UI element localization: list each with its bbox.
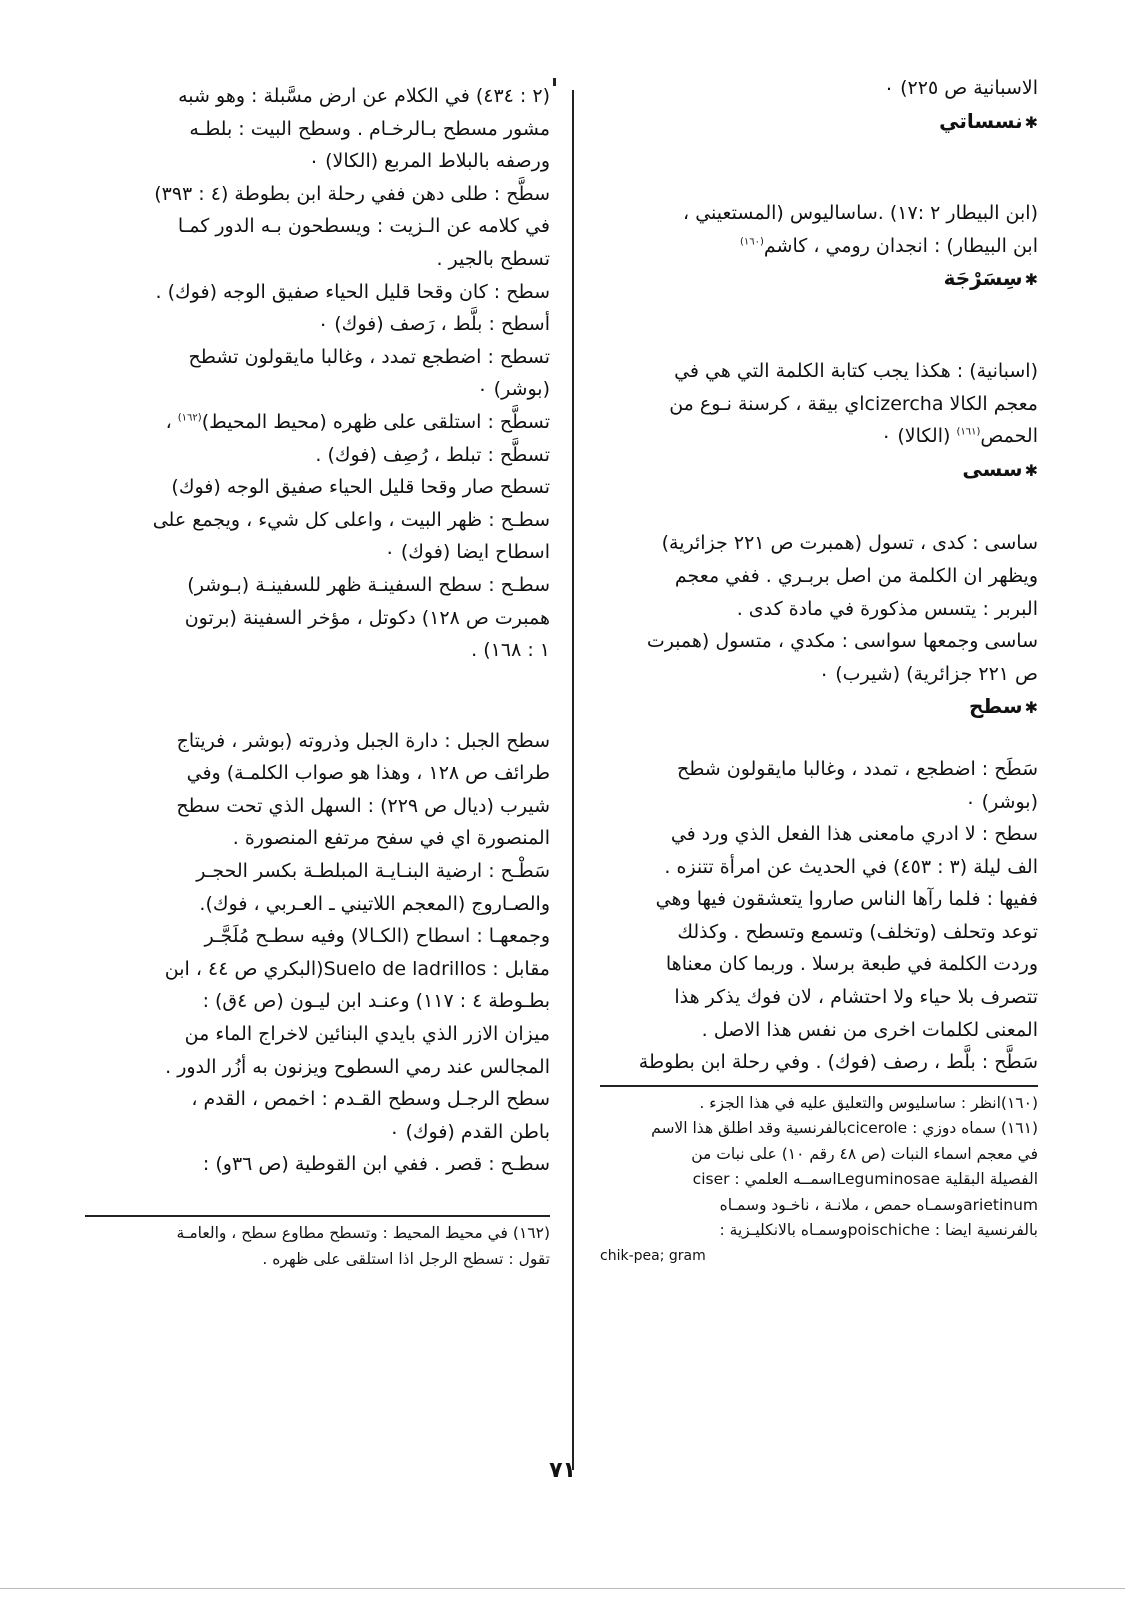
entry-line: تسطَّح : استلقى على ظهره (محيط المحيط)$^{(١٦٢)}$ ، [165,410,550,433]
entry-line: تتصرف بلا حياء ولا احتشام ، لان فوك يذكر هذا [674,986,1038,1009]
continued-line: الاسبانية ص ٢٢٥) ٠ [883,77,1038,99]
entry-line: سطح الرجـل وسطح القـدم : اخمص ، القدم ، [191,1088,550,1111]
entry-line: الحمص$^{(١٦١)}$ (الكالا) ٠ [881,425,1038,448]
left-column [85,80,550,1272]
asterisk-icon: ✱ [1024,270,1038,290]
entry-line: تسطَّح : تبلط ، رُصِف (فوك) . [315,443,550,466]
entry-line: المنصورة اي في سفح مرتفع المنصورة . [232,827,550,850]
footnote-ref: (١٦١) [956,426,981,438]
entry-line: سَطَّح : بلَّط ، رصف (فوك) . وفي رحلة ابن بطوطة [638,1051,1038,1074]
entry-line: ميزان الازر الذي بايدي البنائين لاخراج الماء من [184,1023,550,1046]
entry-line: (بوشر) ٠ [965,790,1038,813]
headword-sasa: ✱سسى [962,456,1038,481]
entry-line: مقابل : Suelo de ladrillos(البكري ص ٤٤ ، ابن [164,957,550,980]
entry-line: سطح : كان وقحا قليل الحياء صفيق الوجه (فوك) . [155,280,550,303]
entry-line: ويظهر ان الكلمة من اصل بربـري . ففي معجم [674,564,1038,587]
entry-line: ص ٢٢١ جزائرية) (شيرب) ٠ [819,662,1038,685]
entry-line: (بوشر) ٠ [477,378,550,401]
column-divider [572,90,574,1470]
entry-line: أسطح : بلَّط ، رَصف (فوك) ٠ [317,313,550,336]
footnote-line: تقول : تسطح الرجل اذا استلقى على ظهره . [262,1249,550,1268]
entry-line: في كلامه عن الـزيت : ويسطحون بـه الدور كمـا [177,215,550,238]
entry-line: ساسى وجمعها سواسى : مكدي ، متسول (همبرت [646,630,1038,653]
footnote-line: arietinumوسمـاه حمص ، ملانـة ، ناخـود وسمـاه [719,1195,1038,1214]
entry-line: سَطْـح : ارضية البنـايـة المبلطـة بكسر الحجـر [196,860,550,883]
entry-line: توعد وتحلف (وتخلف) وتسمع وتسطح . وكذلك [677,920,1038,943]
entry-line: سطَّح : طلى دهن ففي رحلة ابن بطوطة (٤ : ٣٩٣) [154,182,550,205]
entry-line: معجم الكالا cizerchaاي بيقة ، كرسنة نـوع من [669,392,1038,415]
entry-line: (اسبانية) : هكذا يجب كتابة الكلمة التي هي في [674,359,1038,382]
headword-sataha: ✱سطح [969,694,1038,719]
footnote-line: (١٦١) سماه دوزي : ciceroleبالفرنسية وقد اطلق هذا الاسم [651,1119,1038,1138]
footnote-line: في معجم اسماء النبات (ص ٤٨ رقم ١٠) على نبات من [691,1144,1038,1163]
entry-line: البربر : يتسس مذكورة في مادة كدى . [736,597,1038,620]
footnote-rule [600,1085,1038,1087]
headword-sisarja: ✱سِسَرْجَة [943,266,1038,291]
entry-line: سطـح : ظهر البيت ، واعلى كل شيء ، ويجمع على [152,508,550,531]
entry-line: تسطح بالجير . [436,247,550,270]
entry-line: سطح : لا ادري مامعنى هذا الفعل الذي ورد في [670,823,1038,846]
entry-line: ابن البيطار) : انجدان رومي ، كاشم$^{(١٦٠)}$ [739,234,1038,257]
entry-line: وجمعهـا : اسطاح (الكـالا) وفيه سطـح مُلَجَّـر [204,925,550,948]
entry-line: سطـح : سطح السفينـة ظهر للسفينـة (بـوشر) [187,573,550,596]
entry-line: ورصفه بالبلاط المربع (الكالا) ٠ [308,150,550,173]
asterisk-icon: ✱ [1024,460,1038,480]
entry-line: الف ليلة (٣ : ٤٥٣) في الحديث عن امرأة تتنزه . [664,855,1038,878]
entry-line: سَطَح : اضطجع ، تمدد ، وغالبا مايقولون شطح [676,757,1038,780]
footnote-ref: (١٦٠) [739,236,764,248]
entry-line: اسطاح ايضا (فوك) ٠ [384,541,550,564]
entry-line: ١ : ١٦٨) . [471,639,550,662]
entry-line: والصـاروج (المعجم اللاتيني ـ العـربي ، فوك). [199,892,550,915]
footnote-latin-line: chik-pea; gram [600,1247,706,1264]
entry-line: طرائف ص ١٢٨ ، وهذا هو صواب الكلمـة) وفي [186,762,550,785]
entry-line: باطن القدم (فوك) ٠ [389,1120,550,1143]
footnote-line: الفصيلة البقلية Leguminosaeاسمــه العلمي : ciser [692,1170,1038,1189]
entry-line: همبرت ص ١٢٨) دكوتل ، مؤخر السفينة (برتون [184,606,550,629]
scan-edge-line [0,1588,1125,1589]
entry-line: ساسى : كدى ، تسول (همبرت ص ٢٢١ جزائرية) [661,532,1038,555]
entry-line: (ابن البيطار ٢ :١٧) .ساساليوس (المستعيني ، [683,202,1038,225]
entry-line: بطـوطة ٤ : ١١٧) وعنـد ابن ليـون (ص ٤ق) : [202,990,550,1013]
entry-line: المعنى لكلمات اخرى من نفس هذا الاصل . [701,1018,1038,1041]
entry-line: (٢ : ٤٣٤) في الكلام عن ارض مسَّبلة : وهو شبه [178,85,550,107]
entry-line: مشور مسطح بـالرخـام . وسطح البيت : بلطـه [189,117,550,140]
entry-line: سطـح : قصر . ففي ابن القوطية (ص ٣٦و) : [202,1153,550,1176]
page-number: ٧١ [549,1458,576,1483]
entry-line: تسطح صار وقحا قليل الحياء صفيق الوجه (فوك) [171,476,550,499]
headword-nssati: ✱نسساتي [939,108,1038,133]
entry-line: تسطح : اضطجع تمدد ، وغالبا مايقولون تشطح [188,345,550,368]
entry-line: ففيها : فلما رآها الناس صاروا يتعشقون فيها وهي [655,888,1038,911]
footnote-rule [85,1215,550,1217]
entry-line: سطح الجبل : دارة الجبل وذروته (بوشر ، فريتاج [176,729,550,752]
entry-line: شيرب (ديال ص ٢٢٩) : السهل الذي تحت سطح [176,794,550,817]
asterisk-icon: ✱ [1024,112,1038,132]
asterisk-icon: ✱ [1024,698,1038,718]
column-tick-mark [553,78,556,86]
footnote-line: (١٦٠)انظر : ساسليوس والتعليق عليه في هذا الجزء . [699,1093,1038,1112]
footnote-line: بالفرنسية ايضا : poischicheوسمـاه بالانكليـزية : [719,1221,1038,1240]
right-column [600,72,1038,1269]
footnote-line: (١٦٢) في محيط المحيط : وتسطح مطاوع سطح ، والعامـة [176,1224,550,1242]
entry-line: وردت الكلمة في طبعة برسلا . وربما كان معناها [665,953,1038,976]
entry-line: المجالس عند رمي السطوح ويزنون به أزُر الدور . [165,1055,550,1078]
footnote-ref: (١٦٢) [177,412,202,424]
